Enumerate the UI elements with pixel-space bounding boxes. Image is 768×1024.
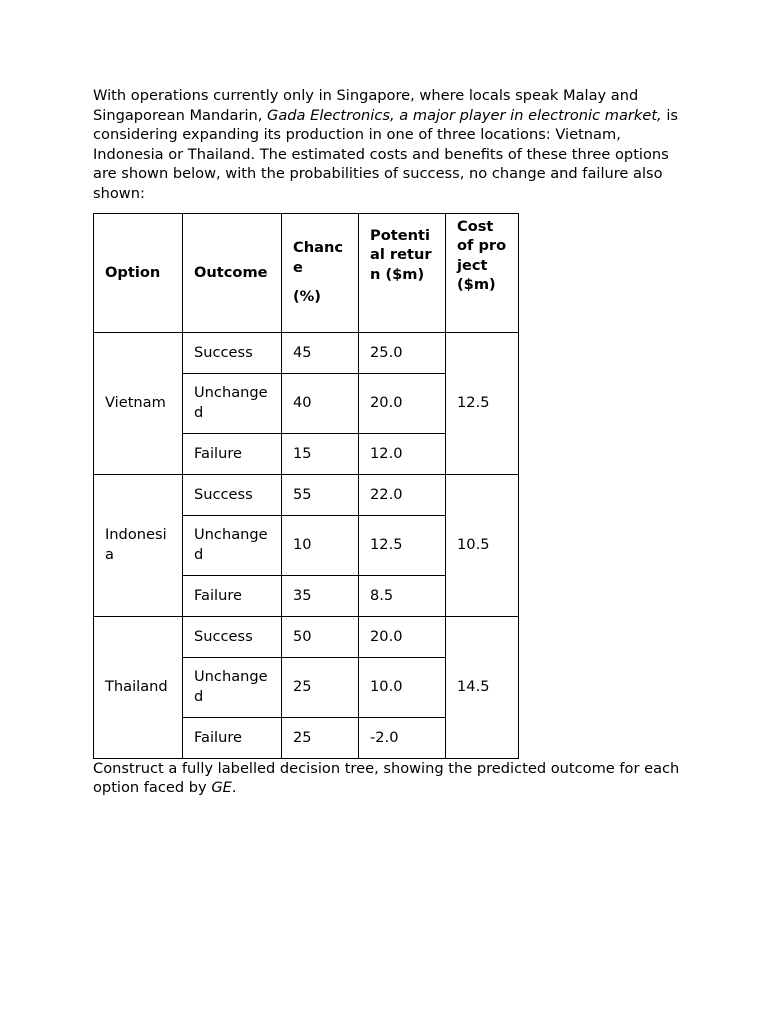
chance-cell: 45: [282, 332, 359, 373]
table-header-row: [94, 213, 519, 332]
outcome-cell: Failure: [183, 575, 282, 616]
outcome-cell: Failure: [183, 433, 282, 474]
outcome-cell: Failure: [183, 717, 282, 758]
outcome-cell: Success: [183, 332, 282, 373]
chance-cell: 55: [282, 474, 359, 515]
table-row: [94, 332, 519, 373]
intro-text-2: is considering expanding its production in one of three locations: Vietnam, Indonesia or Thailand. The estimated costs and benefits of these three options are shown below, with the probabilities of success, no change and failure also shown:: [93, 106, 678, 202]
header-chance-unit: (%): [293, 288, 321, 306]
option-cell: Vietnam: [94, 332, 183, 474]
outcome-cell: Unchanged: [183, 515, 282, 575]
chance-cell: 10: [282, 515, 359, 575]
outcome-cell: Unchanged: [183, 657, 282, 717]
header-outcome: Outcome: [183, 213, 282, 332]
outcome-cell: Success: [183, 474, 282, 515]
header-return: Potential return ($m): [359, 213, 446, 332]
return-cell: 10.0: [359, 657, 446, 717]
table-body: [94, 332, 519, 758]
return-cell: 12.5: [359, 515, 446, 575]
outcome-cell: Success: [183, 616, 282, 657]
chance-cell: 35: [282, 575, 359, 616]
option-cell: Thailand: [94, 616, 183, 758]
return-cell: 25.0: [359, 332, 446, 373]
question-paragraph: [93, 759, 683, 798]
header-option: Option: [94, 213, 183, 332]
chance-cell: 40: [282, 373, 359, 433]
chance-cell: 25: [282, 657, 359, 717]
outcome-cell: Unchanged: [183, 373, 282, 433]
table-row: [94, 474, 519, 515]
chance-cell: 50: [282, 616, 359, 657]
question-italic: GE: [211, 779, 232, 797]
return-cell: 20.0: [359, 373, 446, 433]
intro-paragraph: [93, 86, 683, 204]
chance-cell: 25: [282, 717, 359, 758]
document-page: [93, 86, 683, 798]
option-cell: Indonesia: [94, 474, 183, 616]
question-text-2: .: [231, 779, 237, 797]
return-cell: -2.0: [359, 717, 446, 758]
header-cost: Cost of project ($m): [446, 213, 519, 332]
return-cell: 22.0: [359, 474, 446, 515]
table-row: [94, 616, 519, 657]
return-cell: 20.0: [359, 616, 446, 657]
return-cell: 8.5: [359, 575, 446, 616]
header-chance: [282, 213, 359, 332]
question-text-1: Construct a fully labelled decision tree, showing the predicted outcome for each option faced by: [93, 759, 680, 797]
intro-text-1: With operations currently only in Singapore, where locals speak Malay and Singaporean Mandarin,: [93, 87, 639, 124]
options-table: [93, 213, 519, 759]
company-name: Gada Electronics, a major player in electronic market,: [267, 106, 662, 124]
cost-cell: 10.5: [446, 474, 519, 616]
cost-cell: 12.5: [446, 332, 519, 474]
header-chance-label: Chance: [293, 239, 343, 276]
cost-cell: 14.5: [446, 616, 519, 758]
chance-cell: 15: [282, 433, 359, 474]
return-cell: 12.0: [359, 433, 446, 474]
